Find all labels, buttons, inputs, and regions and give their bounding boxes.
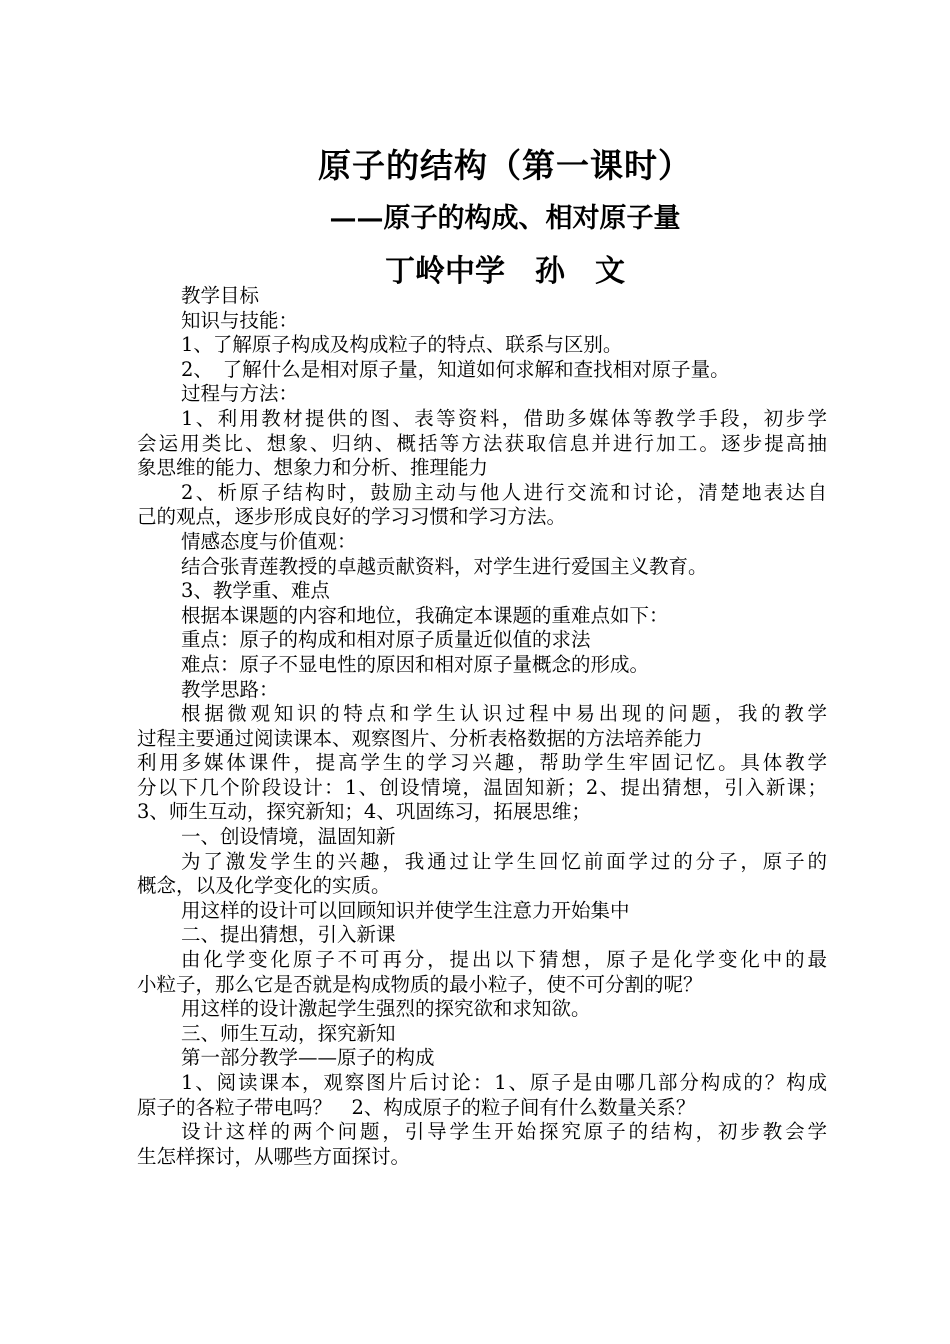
heading-section-1: 一、创设情境，温固知新 (181, 825, 396, 849)
paragraph-line: 过程主要通过阅读课本、观察图片、分析表格数据的方法培养能力 (137, 726, 703, 750)
page-subtitle: ——原子的构成、相对原子量 (329, 203, 681, 234)
heading-knowledge-skills: 知识与技能： (181, 308, 299, 332)
paragraph-line: 2、 了解什么是相对原子量，知道如何求解和查找相对原子量。 (181, 357, 730, 381)
document-body (137, 284, 827, 1169)
heading-process-method: 过程与方法： (181, 382, 299, 406)
paragraph-line: 2、析原子结构时，鼓励主动与他人进行交流和讨论，清楚地表达自 (181, 480, 827, 504)
paragraph-line: 分以下几个阶段设计：1、创设情境，温固知新；2、提出猜想，引入新课； (137, 775, 827, 799)
paragraph-line: 会运用类比、想象、归纳、概括等方法获取信息并进行加工。逐步提高抽 (137, 431, 827, 455)
heading-section-3: 三、师生互动，探究新知 (181, 1021, 396, 1045)
paragraph-line: 重点：原子的构成和相对原子质量近似值的求法 (181, 628, 591, 652)
paragraph-line: 原子的各粒子带电吗？ 2、构成原子的粒子间有什么数量关系？ (137, 1095, 696, 1119)
paragraph-line: 生怎样探讨，从哪些方面探讨。 (137, 1144, 411, 1168)
paragraph-line: 由化学变化原子不可再分，提出以下猜想，原子是化学变化中的最 (181, 948, 827, 972)
paragraph-line: 根据微观知识的特点和学生认识过程中易出现的问题，我的教学 (181, 702, 827, 726)
paragraph-line: 3、师生互动，探究新知；4、巩固练习，拓展思维； (137, 800, 591, 824)
paragraph-line: 设计这样的两个问题，引导学生开始探究原子的结构，初步教会学 (181, 1120, 827, 1144)
heading-key-points: 3、教学重、难点 (181, 579, 330, 603)
paragraph-line: 己的观点，逐步形成良好的学习习惯和学习方法。 (137, 505, 567, 529)
paragraph-line: 小粒子，那么它是否就是构成物质的最小粒子，使不可分割的呢？ (137, 972, 703, 996)
heading-section-2: 二、提出猜想，引入新课 (181, 923, 396, 947)
paragraph-line: 为了激发学生的兴趣，我通过让学生回忆前面学过的分子，原子的 (181, 849, 827, 873)
heading-teaching-goals: 教学目标 (181, 284, 260, 307)
heading-attitude-values: 情感态度与价值观： (181, 529, 357, 553)
paragraph-line: 根据本课题的内容和地位，我确定本课题的重难点如下： (181, 603, 669, 627)
paragraph-line: 1、阅读课本，观察图片后讨论：1、原子是由哪几部分构成的？构成 (181, 1071, 827, 1094)
paragraph-line: 1、利用教材提供的图、表等资料，借助多媒体等教学手段，初步学 (181, 406, 827, 430)
page-title: 原子的结构（第一课时） (318, 146, 692, 185)
paragraph-line: 用这样的设计可以回顾知识并使学生注意力开始集中 (181, 898, 630, 922)
heading-teaching-approach: 教学思路： (181, 677, 279, 701)
heading-part-1: 第一部分教学——原子的构成 (181, 1046, 435, 1070)
paragraph-line: 象思维的能力、想象力和分析、推理能力 (137, 456, 489, 480)
paragraph-line: 用这样的设计激起学生强烈的探究欲和求知欲。 (181, 997, 591, 1021)
paragraph-line: 利用多媒体课件，提高学生的学习兴趣，帮助学生牢固记忆。具体教学 (137, 751, 827, 775)
paragraph-line: 1、了解原子构成及构成粒子的特点、联系与区别。 (181, 333, 623, 357)
paragraph-line: 难点：原子不显电性的原因和相对原子量概念的形成。 (181, 652, 650, 676)
paragraph-line: 结合张青莲教授的卓越贡献资料，对学生进行爱国主义教育。 (181, 554, 708, 578)
author-line: 丁岭中学 孙 文 (385, 254, 625, 289)
paragraph-line: 概念，以及化学变化的实质。 (137, 874, 391, 898)
